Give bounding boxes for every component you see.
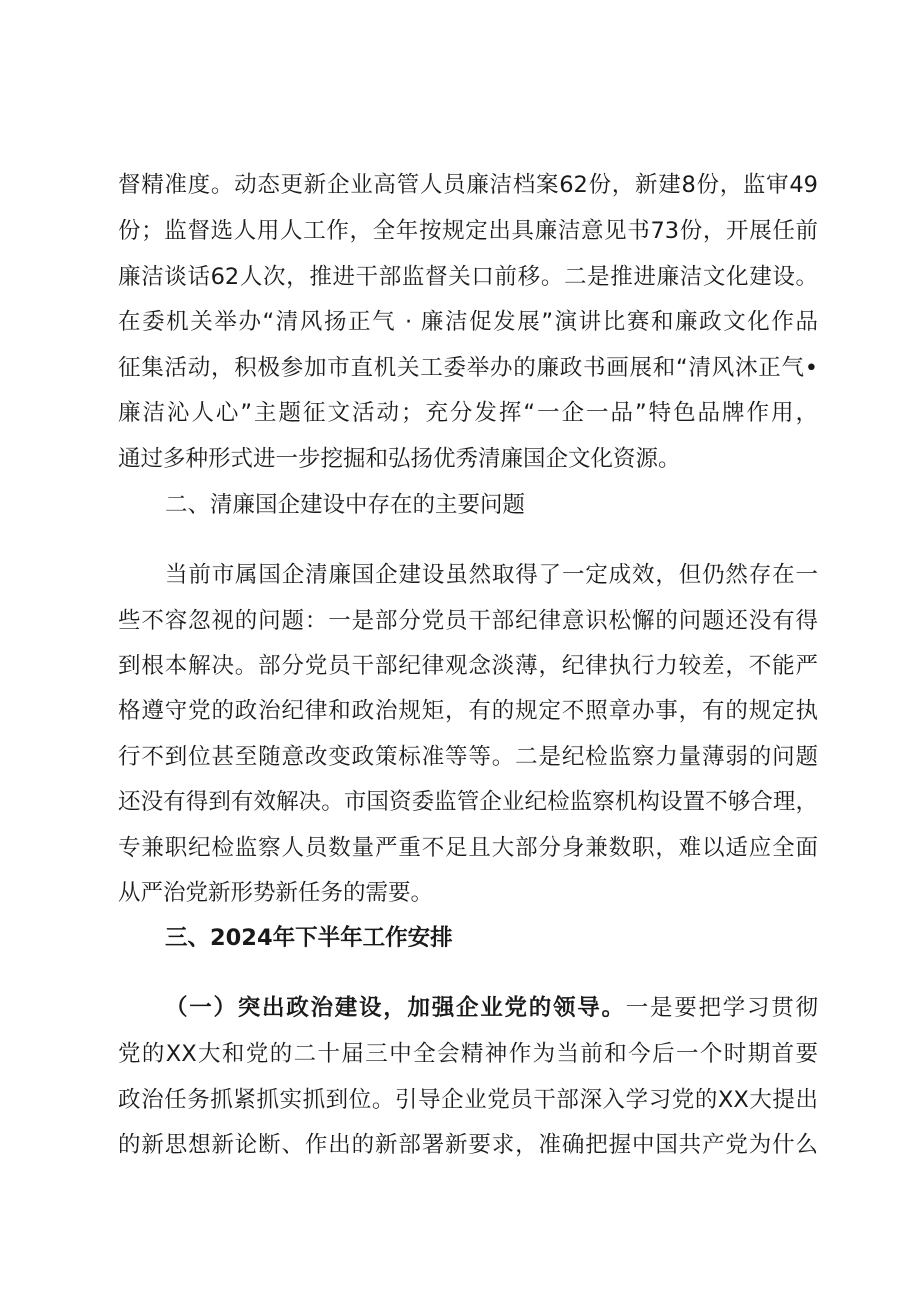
paragraph-2-line-4: 格遵守党的政治纪律和政治规矩，有的规定不照章办事，有的规定执 <box>118 698 818 724</box>
paragraph-2-line-8: 从严治党新形势新任务的需要。 <box>118 880 434 906</box>
paragraph-3-line-1-rest: 一是要把学习贯彻 <box>625 995 818 1021</box>
paragraph-1-line-2: 份；监督选人用人工作，全年按规定出具廉洁意见书73份，开展任前 <box>118 218 818 244</box>
section-heading-3: 三、2024年下半年工作安排 <box>165 925 453 951</box>
paragraph-1-line-5: 征集活动，积极参加市直机关工委举办的廉政书画展和“清风沐正气• <box>118 355 818 381</box>
section-heading-2: 二、清廉国企建设中存在的主要问题 <box>165 492 526 518</box>
paragraph-2-line-3: 到根本解决。部分党员干部纪律观念淡薄，纪律执行力较差，不能严 <box>118 653 818 679</box>
paragraph-2-line-5: 行不到位甚至随意改变政策标准等等。二是纪检监察力量薄弱的问题 <box>118 744 818 770</box>
paragraph-3-line-2: 党的XX大和党的二十届三中全会精神作为当前和今后一个时期首要 <box>118 1041 818 1067</box>
paragraph-2-line-2: 些不容忽视的问题：一是部分党员干部纪律意识松懈的问题还没有得 <box>118 608 818 634</box>
paragraph-3-line-3: 政治任务抓紧抓实抓到位。引导企业党员干部深入学习党的XX大提出 <box>118 1087 818 1113</box>
paragraph-1-line-4: 在委机关举办“清风扬正气 · 廉洁促发展”演讲比赛和廉政文化作品 <box>118 309 818 335</box>
paragraph-1-line-6: 廉洁沁人心”主题征文活动；充分发挥“一企一品”特色品牌作用， <box>118 400 818 426</box>
paragraph-1-line-1: 督精准度。动态更新企业高管人员廉洁档案62份，新建8份，监审49 <box>118 172 818 198</box>
paragraph-2-line-1: 当前市属国企清廉国企建设虽然取得了一定成效，但仍然存在一 <box>165 562 818 588</box>
paragraph-1-line-7: 通过多种形式进一步挖掘和弘扬优秀清廉国企文化资源。 <box>118 446 681 472</box>
paragraph-3-line-1 <box>165 992 818 1024</box>
paragraph-2-line-6: 还没有得到有效解决。市国资委监管企业纪检监察机构设置不够合理， <box>118 789 818 815</box>
paragraph-1-line-3: 廉洁谈话62人次，推进干部监督关口前移。二是推进廉洁文化建设。 <box>118 264 818 290</box>
subheading-bold: （一）突出政治建设，加强企业党的领导。 <box>165 995 626 1021</box>
paragraph-3-line-4: 的新思想新论断、作出的新部署新要求，准确把握中国共产党为什么 <box>118 1132 818 1158</box>
paragraph-2-line-7: 专兼职纪检监察人员数量严重不足且大部分身兼数职，难以适应全面 <box>118 835 818 861</box>
